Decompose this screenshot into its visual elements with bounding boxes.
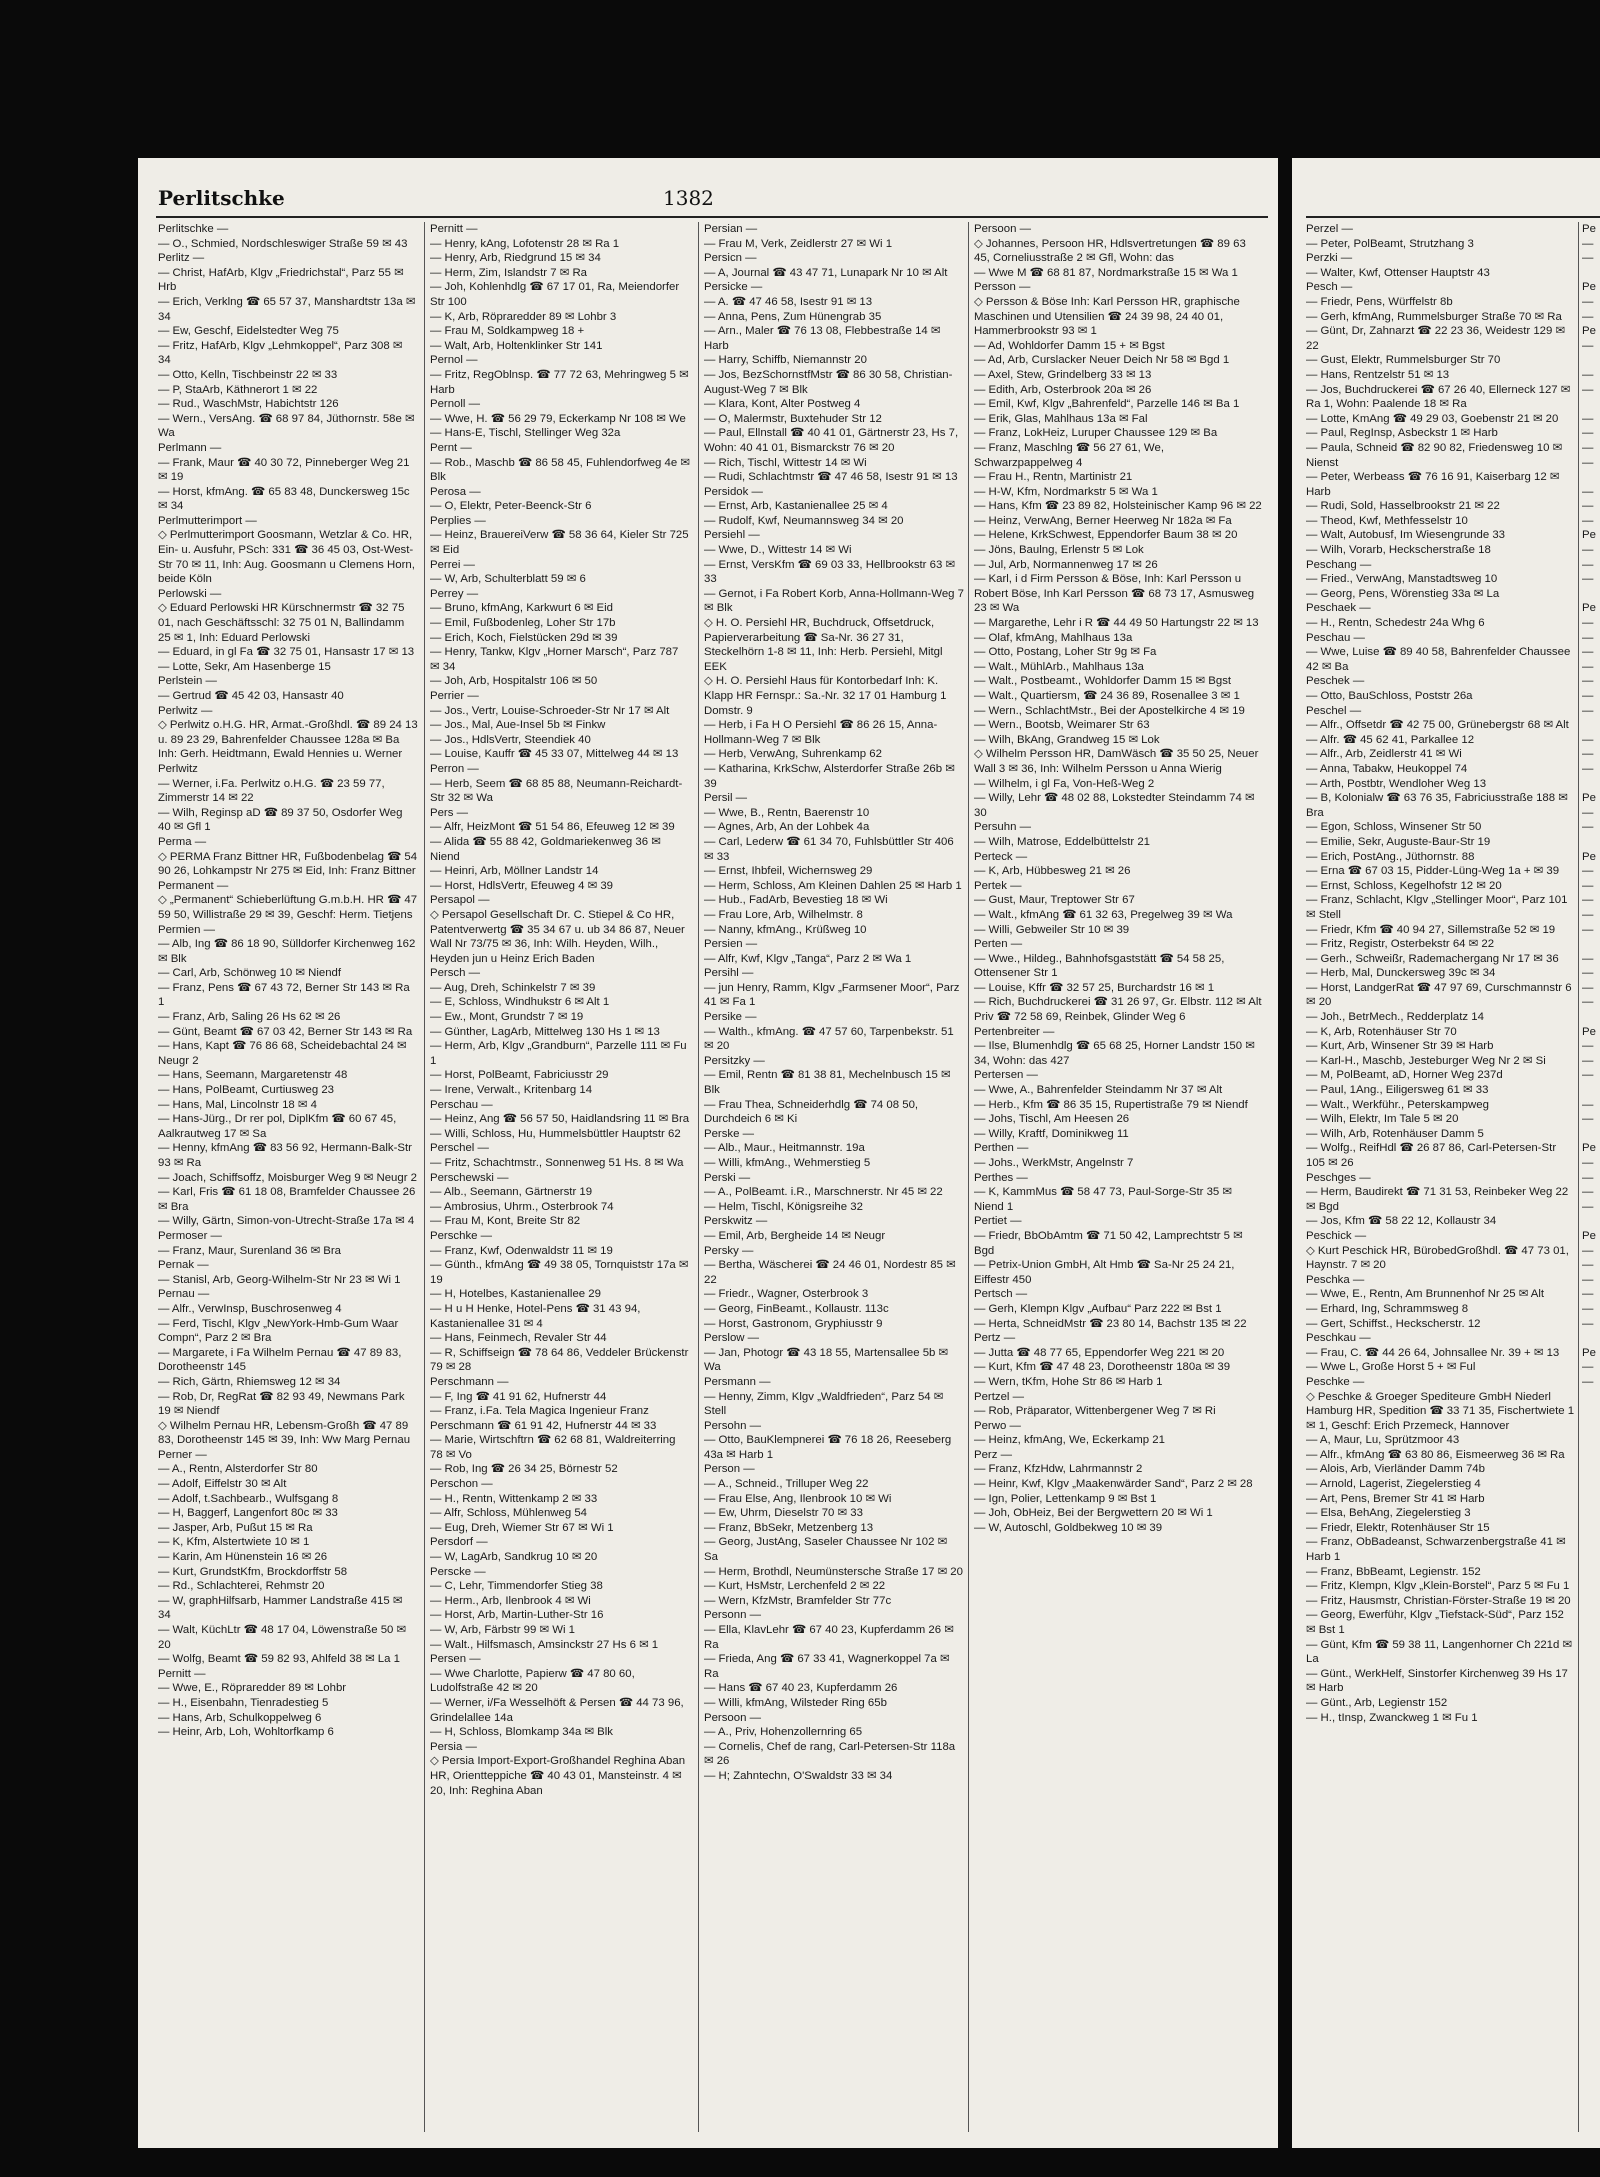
facing-page [1292, 158, 1600, 2148]
column-3: Persian — — Frau M, Verk, Zeidlerstr 27 ✉ Wi 1 Persicn — — A, Journal ☎ 43 47 71, Lunapark Nr 10 ✉ Alt Persicke — — A. ☎ 47 46 58, Isestr 91 ✉ 13 — Anna, Pens, Zum Hünengrab 35 — Arn., Maler ☎ 76 13 08, Flebbestraße 14 ✉ Harb — Harry, Schiffb, Niemannstr 20 — Jos, BezSchornstfMstr ☎ 86 30 58, Christian-August-Weg 7 ✉ Blk — Klara, Kont, Alter Postweg 4 — O, Malermstr, Buxtehuder Str 12 — Paul, Ellnstall ☎ 40 41 01, Gärtnerstr 23, Hs 7, Wohn: 40 41 01, Bismarckstr 76 ✉ 20 — Rich, Tischl, Wittestr 14 ✉ Wi — Rudi, Schlachtmstr ☎ 47 46 58, Isestr 91 ✉ 13 Persidok — — Ernst, Arb, Kastanienallee 25 ✉ 4 — Rudolf, Kwf, Neumannsweg 34 ✉ 20 Persiehl — — Wwe, D., Wittestr 14 ✉ Wi — Ernst, VersKfm ☎ 69 03 33, Hellbrookstr 63 ✉ 33 — Gernot, i Fa Robert Korb, Anna-Hollmann-Weg 7 ✉ Blk ◇ H. O. Persiehl HR, Buchdruck, Offsetdruck, Papierverarbeitung ☎ Sa-Nr. 36 27 31, Steckelhörn 1-8 ✉ 11, Inh: Herb. Persiehl, Mitgl EEK ◇ H. O. Persiehl Haus für Kontorbedarf Inh: K. Klapp HR Fernspr.: Sa.-Nr. 32 17 01 Hamburg 1 Domstr. 9 — Herb, i Fa H O Persiehl ☎ 86 26 15, Anna-Hollmann-Weg 7 ✉ Blk — Herb, VerwAng, Suhrenkamp 62 — Katharina, KrkSchw, Alsterdorfer Straße 26b ✉ 39 Persil — — Wwe, B., Rentn, Baerenstr 10 — Agnes, Arb, An der Lohbek 4a — Carl, Lederw ☎ 61 34 70, Fuhlsbüttler Str 406 ✉ 33 — Ernst, Ihbfeil, Wichernsweg 29 — Herm, Schloss, Am Kleinen Dahlen 25 ✉ Harb 1 — Hub., FadArb, Bevestieg 18 ✉ Wi — Frau Lore, Arb, Wilhelmstr. 8 — Nanny, kfmAng., Krüßweg 10 Persien — — Alfr, Kwf, Klgv „Tanga“, Parz 2 ✉ Wa 1 Persihl — — jun Henry, Ramm, Klgv „Farmsener Moor“, Parz 41 ✉ Fa 1 Persike — — Walth., kfmAng. ☎ 47 57 60, Tarpenbekstr. 51 ✉ 20 Persitzky — — Emil, Rentn ☎ 81 38 81, Mechelnbusch 15 ✉ Blk — Frau Thea, Schneiderhdlg ☎ 74 08 50, Durchdeich 6 ✉ Ki Perske — — Alb., Maur., Heitmannstr. 19a — Willi, kfmAng., Wehmerstieg 5 Perski — — A., PolBeamt. i.R., Marschnerstr. Nr 45 ✉ 22 — Helm, Tischl, Königsreihe 32 Perskwitz — — Emil, Arb, Bergheide 14 ✉ Neugr Persky — — Bertha, Wäscherei ☎ 24 46 01, Nordestr 85 ✉ 22 — Friedr., Wagner, Osterbrook 3 — Georg, FinBeamt., Kollaustr. 113c — Horst, Gastronom, Gryphiusstr 9 Perslow — — Jan, Photogr ☎ 43 18 55, Martensallee 5b ✉ Wa Persmann — — Henny, Zimm, Klgv „Waldfrieden“, Parz 54 ✉ Stell Persohn — — Otto, BauKlempnerei ☎ 76 18 26, Reeseberg 43a ✉ Harb 1 Person — — A., Schneid., Trilluper Weg 22 — Frau Else, Ang, Ilenbrook 10 ✉ Wi — Ew, Uhrm, Dieselstr 70 ✉ 33 — Franz, BbSekr, Metzenberg 13 — Georg, JustAng, Saseler Chaussee Nr 102 ✉ Sa — Herm, Brothdl, Neumünstersche Straße 17 ✉ 20 — Kurt, HsMstr, Lerchenfeld 2 ✉ 22 — Wern, KfzMstr, Bramfelder Str 77c Personn — — Ella, KlavLehr ☎ 67 40 23, Kupferdamm 26 ✉ Ra — Frieda, Ang ☎ 67 33 41, Wagnerkoppel 7a ✉ Ra — Hans ☎ 67 40 23, Kupferdamm 26 — Willi, kfmAng, Wilsteder Ring 65b Persoon — — A., Priv, Hohenzollernring 65 — Cornelis, Chef de rang, Carl-Petersen-Str 118a ✉ 26 — H; Zahntechn, O'Swaldstr 33 ✉ 34 [704, 223, 964, 1782]
column-4: Persoon — ◇ Johannes, Persoon HR, Hdlsvertretungen ☎ 89 63 45, Corneliusstraße 2 ✉ Gfl, Wohn: das — Wwe M ☎ 68 81 87, Nordmarkstraße 15 ✉ Wa 1 Persson — ◇ Persson & Böse Inh: Karl Persson HR, graphische Maschinen und Utensilien ☎ 24 39 98, 24 40 01, Hammerbrookstr 93 ✉ 1 — Ad, Wohldorfer Damm 15 + ✉ Bgst — Ad, Arb, Curslacker Neuer Deich Nr 58 ✉ Bgd 1 — Axel, Stew, Grindelberg 33 ✉ 13 — Edith, Arb, Osterbrook 20a ✉ 26 — Emil, Kwf, Klgv „Bahrenfeld“, Parzelle 146 ✉ Ba 1 — Erik, Glas, Mahlhaus 13a ✉ Fal — Franz, LokHeiz, Luruper Chaussee 129 ✉ Ba — Franz, Maschlng ☎ 56 27 61, We, Schwarzpappelweg 4 — Frau H., Rentn, Martinistr 21 — H-W, Kfm, Nordmarkstr 5 ✉ Wa 1 — Hans, Kfm ☎ 23 89 82, Holsteinischer Kamp 96 ✉ 22 — Heinz, VerwAng, Berner Heerweg Nr 182a ✉ Fa — Helene, KrkSchwest, Eppendorfer Baum 38 ✉ 20 — Jöns, Baulng, Erlenstr 5 ✉ Lok — Jul, Arb, Normannenweg 17 ✉ 26 — Karl, i d Firm Persson & Böse, Inh: Karl Persson u Robert Böse, Inh Karl Persson ☎ 68 73 17, Asmusweg 23 ✉ Wa — Margarethe, Lehr i R ☎ 44 49 50 Hartungstr 22 ✉ 13 — Olaf, kfmAng, Mahlhaus 13a — Otto, Postang, Loher Str 9g ✉ Fa — Walt., MühlArb., Mahlhaus 13a — Walt., Postbeamt., Wohldorfer Damm 15 ✉ Bgst — Walt., Quartiersm, ☎ 24 36 89, Rosenallee 3 ✉ 1 — Wern., SchlachtMstr., Bei der Apostelkirche 4 ✉ 19 — Wern., Bootsb, Weimarer Str 63 — Wilh, BkAng, Grandweg 15 ✉ Lok ◇ Wilhelm Persson HR, DamWäsch ☎ 35 50 25, Neuer Wall 3 ✉ 36, Inh: Wilhelm Persson u Anna Wierig — Wilhelm, i gl Fa, Von-Heß-Weg 2 — Willy, Lehr ☎ 48 02 88, Lokstedter Steindamm 74 ✉ 30 Persuhn — — Wilh, Matrose, Eddelbüttelstr 21 Perteck — — K, Arb, Hübbesweg 21 ✉ 26 Pertek — — Gust, Maur, Treptower Str 67 — Walt., kfmAng ☎ 61 32 63, Pregelweg 39 ✉ Wa — Willi, Gebweiler Str 10 ✉ 39 Perten — — Wwe., Hildeg., Bahnhofsgaststätt ☎ 54 58 25, Ottensener Str 1 — Louise, Kffr ☎ 32 57 25, Burchardstr 16 ✉ 1 — Rich, Buchdruckerei ☎ 31 26 97, Gr. Elbstr. 112 ✉ Alt Priv ☎ 72 58 69, Reinbek, Glinder Weg 6 Pertenbreiter — — Ilse, Blumenhdlg ☎ 65 68 25, Horner Landstr 150 ✉ 34, Wohn: das 427 Pertersen — — Wwe, A., Bahrenfelder Steindamm Nr 37 ✉ Alt — Herb., Kfm ☎ 86 35 15, Rupertistraße 79 ✉ Niendf — Johs, Tischl, Am Heesen 26 — Willy, Kraftf, Dominikweg 11 Perthen — — Johs., WerkMstr, Angelnstr 7 Perthes — — K, KammMus ☎ 58 47 73, Paul-Sorge-Str 35 ✉ Niend 1 Pertiet — — Friedr, BbObAmtm ☎ 71 50 42, Lamprechtstr 5 ✉ Bgd — Petrix-Union GmbH, Alt Hmb ☎ Sa-Nr 25 24 21, Eiffestr 450 Pertsch — — Gerh, Klempn Klgv „Aufbau“ Parz 222 ✉ Bst 1 — Herta, SchneidMstr ☎ 23 80 14, Bachstr 135 ✉ 22 Pertz — — Jutta ☎ 48 77 65, Eppendorfer Weg 221 ✉ 20 — Kurt, Kfm ☎ 47 48 23, Dorotheenstr 180a ✉ 39 — Wern, tKfm, Hohe Str 86 ✉ Harb 1 Pertzel — — Rob, Präparator, Wittenbergener Weg 7 ✉ Ri Perwo — — Heinz, kfmAng, We, Eckerkamp 21 Perz — — Franz, KfzHdw, Lahrmannstr 2 — Heinr, Kwf, Klgv „Maakenwärder Sand“, Parz 2 ✉ 28 — Ign, Polier, Lettenkamp 9 ✉ Bst 1 — Joh, ObHeiz, Bei der Bergwettern 20 ✉ Wi 1 — W, Autoschl, Goldbekweg 10 ✉ 39 [974, 223, 1262, 1534]
column-divider [424, 222, 425, 2132]
column-divider [968, 222, 969, 2132]
column-divider [1578, 222, 1579, 2132]
facing-page-edge-column: Pe — — Pe — — Pe — — — — — — — — — — Pe — — — Pe — — — — — — — — — — Pe — — Pe — — — — — — — — — Pe — — — — — Pe — — — — Pe — — — — — — Pe — — [1582, 223, 1596, 1388]
page-number: 1382 [663, 186, 714, 210]
header-rule [1306, 216, 1600, 218]
column-divider [698, 222, 699, 2132]
column-2: Pernitt — — Henry, kAng, Lofotenstr 28 ✉ Ra 1 — Henry, Arb, Riedgrund 15 ✉ 34 — Herm, Zim, Islandstr 7 ✉ Ra — Joh, Kohlenhdlg ☎ 67 17 01, Ra, Meiendorfer Str 100 — K, Arb, Röpraredder 89 ✉ Lohbr 3 — Frau M, Soldkampweg 18 + — Walt, Arb, Holtenklinker Str 141 Pernol — — Fritz, RegOblnsp. ☎ 77 72 63, Mehringweg 5 ✉ Harb Pernoll — — Wwe, H. ☎ 56 29 79, Eckerkamp Nr 108 ✉ We — Hans-E, Tischl, Stellinger Weg 32a Pernt — — Rob., Maschb ☎ 86 58 45, Fuhlendorfweg 4e ✉ Blk Perosa — — O, Elektr, Peter-Beenck-Str 6 Perplies — — Heinz, BrauereiVerw ☎ 58 36 64, Kieler Str 725 ✉ Eid Perrei — — W, Arb, Schulterblatt 59 ✉ 6 Perrey — — Bruno, kfmAng, Karkwurt 6 ✉ Eid — Emil, Fußbodenleg, Loher Str 17b — Erich, Koch, Fielstücken 29d ✉ 39 — Henry, Tankw, Klgv „Horner Marsch“, Parz 787 ✉ 34 — Joh, Arb, Hospitalstr 106 ✉ 50 Perrier — — Jos., Vertr, Louise-Schroeder-Str Nr 17 ✉ Alt — Jos., Mal, Aue-Insel 5b ✉ Finkw — Jos., HdlsVertr, Steendiek 40 — Louise, Kauffr ☎ 45 33 07, Mittelweg 44 ✉ 13 Perron — — Herb, Seem ☎ 68 85 88, Neumann-Reichardt-Str 32 ✉ Wa Pers — — Alfr, HeizMont ☎ 51 54 86, Efeuweg 12 ✉ 39 — Alida ☎ 55 88 42, Goldmariekenweg 36 ✉ Niend — Heinri, Arb, Möllner Landstr 14 — Horst, HdlsVertr, Efeuweg 4 ✉ 39 Persapol — ◇ Persapol Gesellschaft Dr. C. Stiepel & Co HR, Patentverwertg ☎ 35 34 67 u. ub 34 86 87, Neuer Wall Nr 73/75 ✉ 36, Inh: Wilh. Heyden, Wilh., Heyden jun u Heinz Erich Baden Persch — — Aug, Dreh, Schinkelstr 7 ✉ 39 — E, Schloss, Windhukstr 6 ✉ Alt 1 — Ew., Mont, Grundstr 7 ✉ 19 — Günther, LagArb, Mittelweg 130 Hs 1 ✉ 13 — Herm, Arb, Klgv „Grandburn“, Parzelle 111 ✉ Fu 1 — Horst, PolBeamt, Fabriciusstr 29 — Irene, Verwalt., Kritenbarg 14 Perschau — — Heinz, Ang ☎ 56 57 50, Haidlandsring 11 ✉ Bra — Willi, Schloss, Hu, Hummelsbüttler Hauptstr 62 Perschel — — Fritz, Schachtmstr., Sonnenweg 51 Hs. 8 ✉ Wa Perschewski — — Alb., Seemann, Gärtnerstr 19 — Ambrosius, Uhrm., Osterbrook 74 — Frau M, Kont, Breite Str 82 Perschke — — Franz, Kwf, Odenwaldstr 11 ✉ 19 — Günth., kfmAng ☎ 49 38 05, Tornquiststr 17a ✉ 19 — H, Hotelbes, Kastanienallee 29 — H u H Henke, Hotel-Pens ☎ 31 43 94, Kastanienallee 31 ✉ 4 — Hans, Feinmech, Revaler Str 44 — R, Schiffseign ☎ 78 64 86, Veddeler Brückenstr 79 ✉ 28 Perschmann — — F, Ing ☎ 41 91 62, Hufnerstr 44 — Franz, i.Fa. Tela Magica Ingenieur Franz Perschmann ☎ 61 91 42, Hufnerstr 44 ✉ 33 — Marie, Wirtschftrn ☎ 62 68 81, Waldreiterring 78 ✉ Vo — Rob, Ing ☎ 26 34 25, Börnestr 52 Perschon — — H., Rentn, Wittenkamp 2 ✉ 33 — Alfr, Schloss, Mühlenweg 54 — Eug, Dreh, Wiemer Str 67 ✉ Wi 1 Persdorf — — W, LagArb, Sandkrug 10 ✉ 20 Perscke — — C, Lehr, Timmendorfer Stieg 38 — Herm., Arb, Ilenbrook 4 ✉ Wi — Horst, Arb, Martin-Luther-Str 16 — W, Arb, Färbstr 99 ✉ Wi 1 — Walt., Hilfsmasch, Amsinckstr 27 Hs 6 ✉ 1 Persen — — Wwe Charlotte, Papierw ☎ 47 80 60, Ludolfstraße 42 ✉ 20 — Werner, i/Fa Wesselhöft & Persen ☎ 44 73 96, Grindelallee 14a — H, Schloss, Blomkamp 34a ✉ Blk Persia — ◇ Persia Import-Export-Großhandel Reghina Aban HR, Orientteppiche ☎ 40 43 01, Mansteinstr. 4 ✉ 20, Inh: Reghina Aban [430, 223, 690, 1797]
header-rule [156, 216, 1268, 218]
column-1: Perlitschke — — O., Schmied, Nordschleswiger Straße 59 ✉ 43 Perlitz — — Christ, HafArb, Klgv „Friedrichstal“, Parz 55 ✉ Hrb — Erich, Verklng ☎ 65 57 37, Manshardtstr 13a ✉ 34 — Ew, Geschf, Eidelstedter Weg 75 — Fritz, HafArb, Klgv „Lehmkoppel“, Parz 308 ✉ 34 — Otto, Kelln, Tischbeinstr 22 ✉ 33 — P, StaArb, Käthnerort 1 ✉ 22 — Rud., WaschMstr, Habichtstr 126 — Wern., VersAng. ☎ 68 97 84, Jüthornstr. 58e ✉ Wa Perlmann — — Frank, Maur ☎ 40 30 72, Pinneberger Weg 21 ✉ 19 — Horst, kfmAng. ☎ 65 83 48, Dunckersweg 15c ✉ 34 Perlmutterimport — ◇ Perlmutterimport Goosmann, Wetzlar & Co. HR, Ein- u. Ausfuhr, PSch: 331 ☎ 36 45 03, Ost-West-Str 70 ✉ 11, Inh: Aug. Goosmann u Clemens Horn, beide Köln Perlowski — ◇ Eduard Perlowski HR Kürschnermstr ☎ 32 75 01, nach Geschäftsschl: 32 75 01 N, Ballindamm 25 ✉ 1, Inh: Eduard Perlowski — Eduard, in gl Fa ☎ 32 75 01, Hansastr 17 ✉ 13 — Lotte, Sekr, Am Hasenberge 15 Perlstein — — Gertrud ☎ 45 42 03, Hansastr 40 Perlwitz — ◇ Perlwitz o.H.G. HR, Armat.-Großhdl. ☎ 89 24 13 u. 89 23 29, Bahrenfelder Chaussee 128a ✉ Ba Inh: Gerh. Heidtmann, Ewald Hennies u. Werner Perlwitz — Werner, i.Fa. Perlwitz o.H.G. ☎ 23 59 77, Zimmerstr 14 ✉ 22 — Wilh, Reginsp aD ☎ 89 37 50, Osdorfer Weg 40 ✉ Gfl 1 Perma — ◇ PERMA Franz Bittner HR, Fußbodenbelag ☎ 54 90 26, Lohkampstr Nr 275 ✉ Eid, Inh: Franz Bittner Permanent — ◇ „Permanent“ Schieberlüftung G.m.b.H. HR ☎ 47 59 50, Willistraße 29 ✉ 39, Geschf: Herm. Tietjens Permien — — Alb, Ing ☎ 86 18 90, Sülldorfer Kirchenweg 162 ✉ Blk — Carl, Arb, Schönweg 10 ✉ Niendf — Franz, Pens ☎ 67 43 72, Berner Str 143 ✉ Ra 1 — Franz, Arb, Saling 26 Hs 62 ✉ 26 — Günt, Beamt ☎ 67 03 42, Berner Str 143 ✉ Ra — Hans, Kapt ☎ 76 86 68, Scheidebachtal 24 ✉ Neugr 2 — Hans, Seemann, Margaretenstr 48 — Hans, PolBeamt, Curtiusweg 23 — Hans, Mal, Lincolnstr 18 ✉ 4 — Hans-Jürg., Dr rer pol, DiplKfm ☎ 60 67 45, Aalkrautweg 17 ✉ Sa — Henny, kfmAng ☎ 83 56 92, Hermann-Balk-Str 93 ✉ Ra — Joach, Schiffsoffz, Moisburger Weg 9 ✉ Neugr 2 — Karl, Fris ☎ 61 18 08, Bramfelder Chaussee 26 ✉ Bra — Willy, Gärtn, Simon-von-Utrecht-Straße 17a ✉ 4 Permoser — — Franz, Maur, Surenland 36 ✉ Bra Pernak — — Stanisl, Arb, Georg-Wilhelm-Str Nr 23 ✉ Wi 1 Pernau — — Alfr., VerwInsp, Buschrosenweg 4 — Ferd, Tischl, Klgv „NewYork-Hmb-Gum Waar Compn“, Parz 2 ✉ Bra — Margarete, i Fa Wilhelm Pernau ☎ 47 89 83, Dorotheenstr 145 — Rich, Gärtn, Rhiemsweg 12 ✉ 34 — Rob, Dr, RegRat ☎ 82 93 49, Newmans Park 19 ✉ Niendf ◇ Wilhelm Pernau HR, Lebensm-Großh ☎ 47 89 83, Dorotheenstr 145 ✉ 39, Inh: Ww Marg Pernau Perner — — A., Rentn, Alsterdorfer Str 80 — Adolf, Eiffelstr 30 ✉ Alt — Adolf, t.Sachbearb., Wulfsgang 8 — H, Baggerf, Langenfort 80c ✉ 33 — Jasper, Arb, Pußut 15 ✉ Ra — K, Kfm, Alstertwiete 10 ✉ 1 — Karin, Am Hünenstein 16 ✉ 26 — Kurt, GrundstKfm, Brockdorffstr 58 — Rd., Schlachterei, Rehmstr 20 — W, graphHilfsarb, Hammer Landstraße 415 ✉ 34 — Walt, KüchLtr ☎ 48 17 04, Löwenstraße 50 ✉ 20 — Wolfg, Beamt ☎ 59 82 93, Ahlfeld 38 ✉ La 1 Pernitt — — Wwe, E., Röpraredder 89 ✉ Lohbr — H., Eisenbahn, Tienradestieg 5 — Hans, Arb, Schulkoppelweg 6 — Heinr, Arb, Loh, Wohltorfkamp 6 [158, 223, 418, 1739]
running-head: Perlitschke [158, 186, 285, 210]
facing-page-column: Perzel — — Peter, PolBeamt, Strutzhang 3 Perzki — — Walter, Kwf, Ottenser Hauptstr 43 Pesch — — Friedr, Pens, Würffelstr 8b — Gerh, kfmAng, Rummelsburger Straße 70 ✉ Ra — Günt, Dr, Zahnarzt ☎ 22 23 36, Weidestr 129 ✉ 22 — Gust, Elektr, Rummelsburger Str 70 — Hans, Rentzelstr 51 ✉ 13 — Jos, Buchdruckerei ☎ 67 26 40, Ellerneck 127 ✉ Ra 1, Wohn: Paalende 18 ✉ Ra — Lotte, KmAng ☎ 49 29 03, Goebenstr 21 ✉ 20 — Paul, RegInsp, Asbeckstr 1 ✉ Harb — Paula, Schneid ☎ 82 90 82, Friedensweg 10 ✉ Nienst — Peter, Werbeass ☎ 76 16 91, Kaiserbarg 12 ✉ Harb — Rudi, Sold, Hasselbrookstr 21 ✉ 22 — Theod, Kwf, Methfesselstr 10 — Walt, Autobusf, Im Wiesengrunde 33 — Wilh, Vorarb, Heckscherstraße 18 Peschang — — Fried., VerwAng, Manstadtsweg 10 — Georg, Pens, Wörenstieg 33a ✉ La Peschaek — — H., Rentn, Schedestr 24a Whg 6 Peschau — — Wwe, Luise ☎ 89 40 58, Bahrenfelder Chaussee 42 ✉ Ba Peschek — — Otto, BauSchloss, Poststr 26a Peschel — — Alfr., Offsetdr ☎ 42 75 00, Grünebergstr 68 ✉ Alt — Alfr. ☎ 45 62 41, Parkallee 12 — Alfr., Arb, Zeidlerstr 41 ✉ Wi — Anna, Tabakw, Heukoppel 74 — Arth, Postbtr, Wendloher Weg 13 — B, Kolonialw ☎ 63 76 35, Fabriciusstraße 188 ✉ Bra — Egon, Schloss, Winsener Str 50 — Emilie, Sekr, Auguste-Baur-Str 19 — Erich, PostAng., Jüthornstr. 88 — Erna ☎ 67 03 15, Pidder-Lüng-Weg 1a + ✉ 39 — Ernst, Schloss, Kegelhofstr 12 ✉ 20 — Franz, Schlacht, Klgv „Stellinger Moor“, Parz 101 ✉ Stell — Friedr, Kfm ☎ 40 94 27, Sillemstraße 52 ✉ 19 — Fritz, Registr, Osterbekstr 64 ✉ 22 — Gerh., Schweißr, Rademachergang Nr 17 ✉ 36 — Herb, Mal, Dunckersweg 39c ✉ 34 — Horst, LandgerRat ☎ 47 97 69, Curschmannstr 6 ✉ 20 — Joh., BetrMech., Redderplatz 14 — K, Arb, Rotenhäuser Str 70 — Kurt, Arb, Winsener Str 39 ✉ Harb — Karl-H., Maschb, Jesteburger Weg Nr 2 ✉ Si — M, PolBeamt, aD, Horner Weg 237d — Paul, 1Ang., Eiligersweg 61 ✉ 33 — Walt., Werkführ., Peterskampweg — Wilh, Elektr, Im Tale 5 ✉ 20 — Wilh, Arb, Rotenhäuser Damm 5 — Wolfg., ReifHdl ☎ 26 87 86, Carl-Petersen-Str 105 ✉ 26 Peschges — — Herm, Baudirekt ☎ 71 31 53, Reinbeker Weg 22 ✉ Bgd — Jos, Kfm ☎ 58 22 12, Kollaustr 34 Peschick — ◇ Kurt Peschick HR, BürobedGroßhdl. ☎ 47 73 01, Haynstr. 7 ✉ 20 Peschka — — Wwe, E., Rentn, Am Brunnenhof Nr 25 ✉ Alt — Erhard, Ing, Schrammsweg 8 — Gert, Schiffst., Heckscherstr. 12 Peschkau — — Frau, C. ☎ 44 26 64, Johnsallee Nr. 39 + ✉ 13 — Wwe L, Große Horst 5 + ✉ Ful Peschke — ◇ Peschke & Groeger Spediteure GmbH Niederl Hamburg HR, Spedition ☎ 33 71 35, Fischertwiete 1 ✉ 1, Geschf: Erich Przemeck, Hannover — A, Maur, Lu, Sprützmoor 43 — Alfr., kfmAng ☎ 63 80 86, Eismeerweg 36 ✉ Ra — Alois, Arb, Vierländer Damm 74b — Arnold, Lagerist, Ziegelerstieg 4 — Art, Pens, Bremer Str 41 ✉ Harb — Elsa, BehAng, Ziegelerstieg 3 — Friedr, Elektr, Rotenhäuser Str 15 — Franz, ObBadeanst, Schwarzenbergstraße 41 ✉ Harb 1 — Franz, BbBeamt, Legienstr. 152 — Fritz, Klempn, Klgv „Klein-Borstel“, Parz 5 ✉ Fu 1 — Fritz, Hausmstr, Christian-Förster-Straße 19 ✉ 20 — Georg, Ewerführ, Klgv „Tiefstack-Süd“, Parz 152 ✉ Bst 1 — Günt, Kfm ☎ 59 38 11, Langenhorner Ch 221d ✉ La — Günt., WerkHelf, Sinstorfer Kirchenweg 39 Hs 17 ✉ Harb — Günt., Arb, Legienstr 152 — H., tInsp, Zwanckweg 1 ✉ Fu 1 [1306, 223, 1575, 1724]
directory-page [138, 158, 1278, 2148]
